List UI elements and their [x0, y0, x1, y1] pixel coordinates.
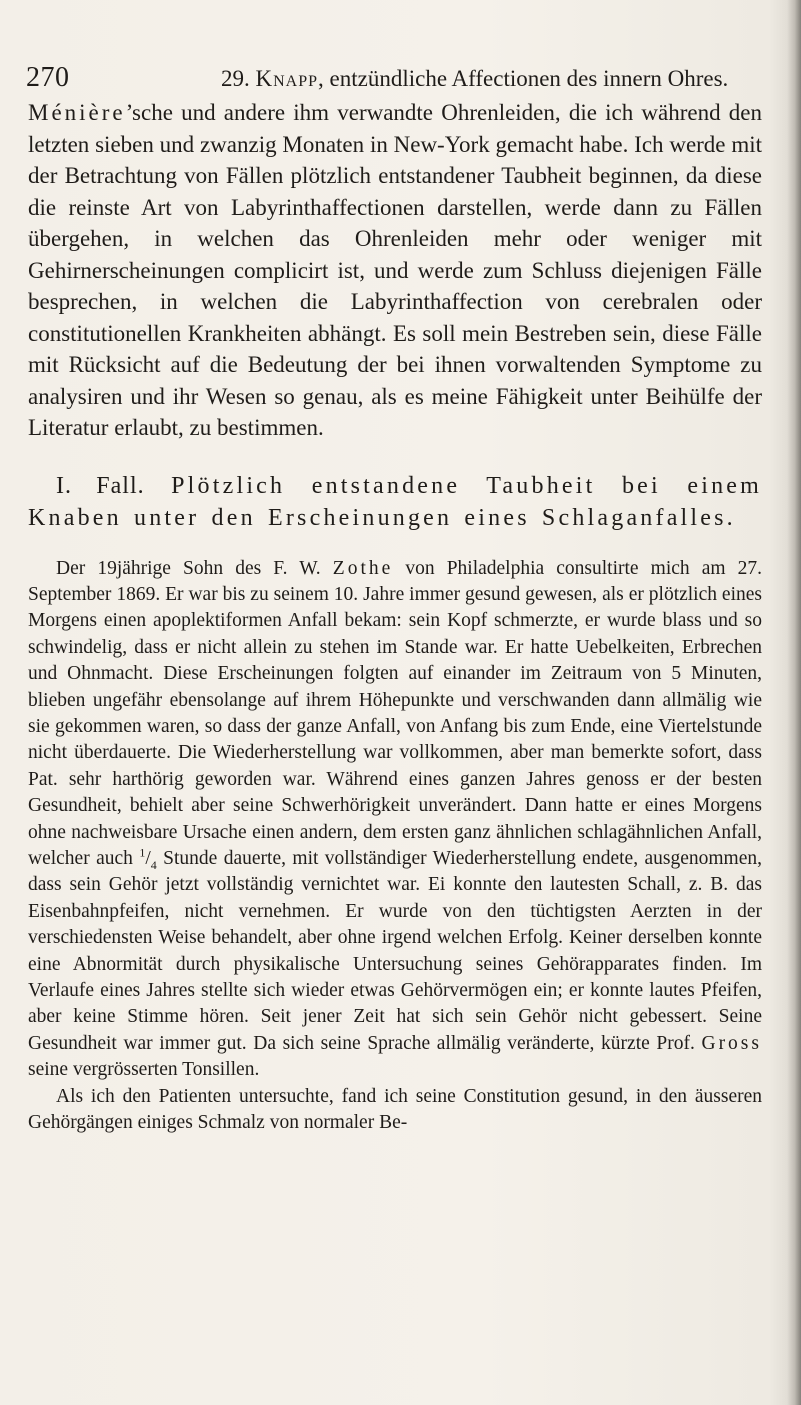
fraction-denominator: 4 [150, 857, 157, 872]
page-edge-shadow [787, 0, 801, 1405]
fraction-numerator: 1 [139, 845, 146, 860]
chapter-title: , entzündliche Affectionen des innern Ohres. [318, 66, 729, 91]
para1-text-b: von Philadelphia consultirte mich am 27. September 1869. Er war bis zu seinem 10. Jahre immer gesund gewesen, als er plötzlich eines Morgens einen apoplektiformen Anfall bekam: sein Kopf schmerzte, er wurde blass und so schwindelig, dass er nicht allein zu stehen im Stande war. Er hatte Uebelkeiten, Erbrechen und Ohnmacht. Diese Erscheinungen folgten auf einander im Zeitraum von 5 Minuten, blieben ungefähr ebensolange auf ihrem Höhepunkte und verschwanden dann allmälig wie sie gekommen waren, so dass der ganze Anfall, von Anfang bis zum Ende, eine Viertelstunde nicht überdauerte. Die Wiederherstellung war vollkommen, aber man bemerkte sofort, dass Pat. sehr harthörig geworden war. Während eines ganzen Jahres genoss er der besten Gesundheit, behielt aber seine Schwerhörigkeit unverändert. Dann hatte er eines Morgens ohne nachweisbare Ursache einen andern, dem ersten ganz ähnlichen schlagähnlichen Anfall, welcher auch [28, 557, 763, 869]
body-text [28, 97, 762, 1136]
intro-paragraph [28, 97, 762, 444]
intro-text: ’sche und andere ihm verwandte Ohrenleiden, die ich während den letzten sieben und zwanzig Monaten in New-York gemacht habe. Ich werde mit der Betrachtung von Fällen plötzlich entstandener Taubheit beginnen, da diese die reinste Art von Labyrinthaffectionen darstellen, werde dann zu Fällen übergehen, in welchen das Ohrenleiden mehr oder weniger mit Gehirnerscheinungen complicirt ist, und werde zum Schluss diejenigen Fälle besprechen, in welchen die Labyrinthaffection von cerebralen oder constitutionellen Krankheiten abhängt. Es soll mein Bestreben sein, diese Fälle mit Rücksicht auf die Bedeutung der bei ihnen vorwaltenden Symptome zu analysiren und ihr Wesen so genau, als es meine Fähigkeit unter Beihülfe der Literatur erlaubt, zu bestimmen. [28, 100, 762, 440]
case-title: Plötzlich entstandene Taubheit bei einem Knaben unter den Erscheinungen eines Schlaganfalles. [28, 472, 763, 531]
para1-text-a: Der 19jährige Sohn des F. W. [56, 557, 321, 579]
page-header [26, 60, 771, 96]
case-label: I. Fall. [56, 472, 145, 499]
author-reference: Ménière [28, 100, 126, 125]
para1-text-c: Stunde dauerte, mit vollständiger Wiederherstellung endete, ausgenommen, dass sein Gehör jetzt vollständig vernichtet war. Ei konnte den lautesten Schall, z. B. das Eisenbahnpfeifen, nicht vernehmen. Er wurde von den tüchtigsten Aerzten in der verschiedensten Weise behandelt, aber ohne irgend welchen Erfolg. Keiner derselben konnte eine Abnormität durch physikalische Untersuchung seines Gehörapparates finden. Im Verlaufe eines Jahres stellte sich wieder etwas Gehörvermögen ein; er konnte lautes Pfeifen, aber keine Stimme hören. Seit jener Zeit hat sich sein Gehör nicht gebessert. Seine Gesundheit war immer gut. Da sich seine Sprache allmälig veränderte, kürzte Prof. [28, 847, 762, 1054]
para1-text-d: seine vergrösserten Tonsillen. [28, 1059, 260, 1081]
author-name: Knapp [255, 66, 319, 91]
patient-name: Zothe [332, 557, 394, 579]
professor-name: Gross [701, 1032, 762, 1054]
examination-paragraph: Als ich den Patienten untersuchte, fand ich seine Constitution gesund, in den äusseren Gehörgängen einiges Schmalz von normaler Be- [28, 1085, 762, 1134]
running-head [221, 66, 728, 92]
page-number: 270 [26, 62, 70, 93]
case-description-paragraph: Der 19jährige Sohn des F. W. Zothe von Philadelphia consultirte mich am 27. September 1869. Er war bis zu seinem 10. Jahre immer gesund gewesen, als er plötzlich eines Morgens einen apoplektiformen Anfall bekam: sein Kopf schmerzte, er wurde blass und so schwindelig, dass er nicht allein zu stehen im Stande war. Er hatte Uebelkeiten, Erbrechen und Ohnmacht. Diese Erscheinungen folgten auf einander im Zeitraum von 5 Minuten, blieben ungefähr ebensolange auf ihrem Höhepunkte und verschwanden dann allmälig wie sie gekommen waren, so dass der ganze Anfall, von Anfang bis zum Ende, eine Viertelstunde nicht überdauerte. Die Wiederherstellung war vollkommen, aber man bemerkte sofort, dass Pat. sehr harthörig geworden war. Während eines ganzen Jahres genoss er der besten Gesundheit, behielt aber seine Schwerhörigkeit unverändert. Dann hatte er eines Morgens ohne nachweisbare Ursache einen andern, dem ersten ganz ähnlichen schlagähnlichen Anfall, welcher auch $^1/_4$ Stunde dauerte, mit vollständiger Wiederherstellung endete, ausgenommen, dass sein Gehör jetzt vollständig vernichtet war. Ei konnte den lautesten Schall, z. B. das Eisenbahnpfeifen, nicht vernehmen. Er wurde von den tüchtigsten Aerzten in der verschiedensten Weise behandelt, aber ohne irgend welchen Erfolg. Keiner derselben konnte eine Abnormität durch physikalische Untersuchung seines Gehörapparates finden. Im Verlaufe eines Jahres stellte sich wieder etwas Gehörvermögen ein; er konnte lautes Pfeifen, aber keine Stimme hören. Seit jener Zeit hat sich sein Gehör nicht gebessert. Seine Gesundheit war immer gut. Da sich seine Sprache allmälig veränderte, kürzte Prof. Gross seine vergrösserten Tonsillen. [28, 557, 763, 1081]
case-heading [28, 470, 762, 534]
chapter-number: 29. [221, 66, 250, 91]
